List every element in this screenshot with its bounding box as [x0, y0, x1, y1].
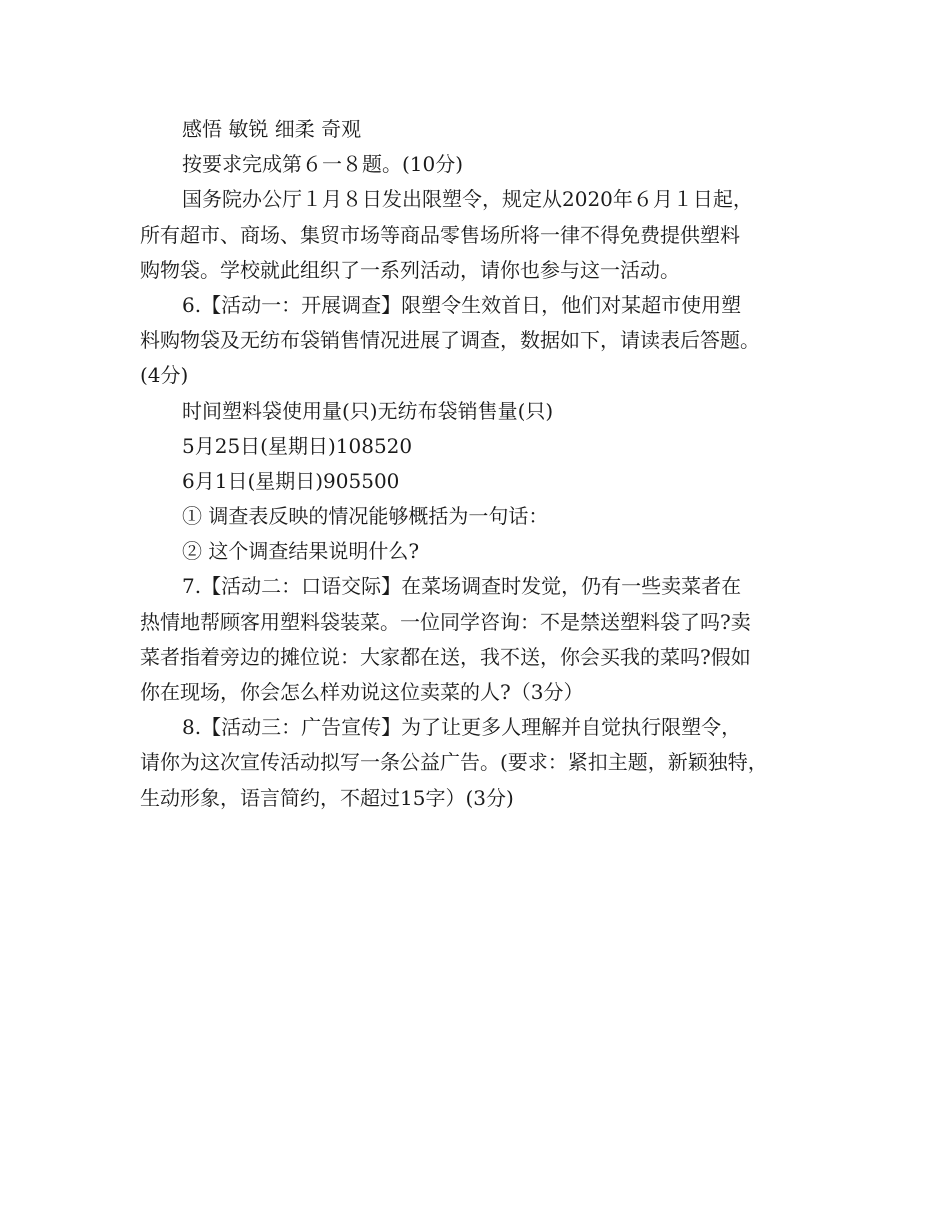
passage-line: 所有超市、商场、集贸市场等商品零售场所将一律不得免费提供塑料: [140, 222, 740, 247]
question-7: 7.【活动二：口语交际】在菜场调查时发觉，仍有一些卖菜者在: [182, 574, 742, 599]
question-6: 6.【活动一：开展调查】限塑令生效首日，他们对某超市使用塑: [182, 292, 742, 317]
question-8: 8.【活动三：广告宣传】为了让更多人理解并自觉执行限塑令，: [182, 715, 742, 740]
passage-line: 国务院办公厅１月８日发出限塑令，规定从2020年６月１日起，: [182, 187, 753, 212]
question-6-line: 料购物袋及无纺布袋销售情况进展了调查，数据如下，请读表后答题。: [140, 328, 760, 353]
section-instruction: 按要求完成第６一８题。(10分): [182, 152, 464, 177]
survey-table-header: 时间塑料袋使用量(只)无纺布袋销售量(只): [182, 398, 554, 423]
question-8-line: 生动形象，语言简约，不超过15字）(3分): [140, 785, 514, 810]
question-6-score: (4分): [140, 363, 189, 388]
sub-question: ② 这个调查结果说明什么?: [182, 539, 420, 564]
question-7-line: 热情地帮顾客用塑料袋装菜。一位同学咨询：不是禁送塑料袋了吗?卖: [140, 609, 751, 634]
passage-line: 购物袋。学校就此组织了一系列活动，请你也参与这一活动。: [140, 257, 680, 282]
survey-table-row: 6月1日(星期日)905500: [182, 468, 400, 493]
survey-table-row: 5月25日(星期日)108520: [182, 433, 413, 458]
question-7-line: 你在现场，你会怎么样劝说这位卖菜的人?（3分）: [140, 680, 584, 704]
sub-question: ① 调查表反映的情况能够概括为一句话：: [182, 504, 549, 529]
question-8-line: 请你为这次宣传活动拟写一条公益广告。(要求：紧扣主题，新颖独特，: [140, 750, 768, 775]
document-body: [140, 112, 840, 816]
word-list-line: 感悟 敏锐 细柔 奇观: [182, 117, 362, 141]
question-7-line: 菜者指着旁边的摊位说：大家都在送，我不送，你会买我的菜吗?假如: [140, 644, 751, 669]
